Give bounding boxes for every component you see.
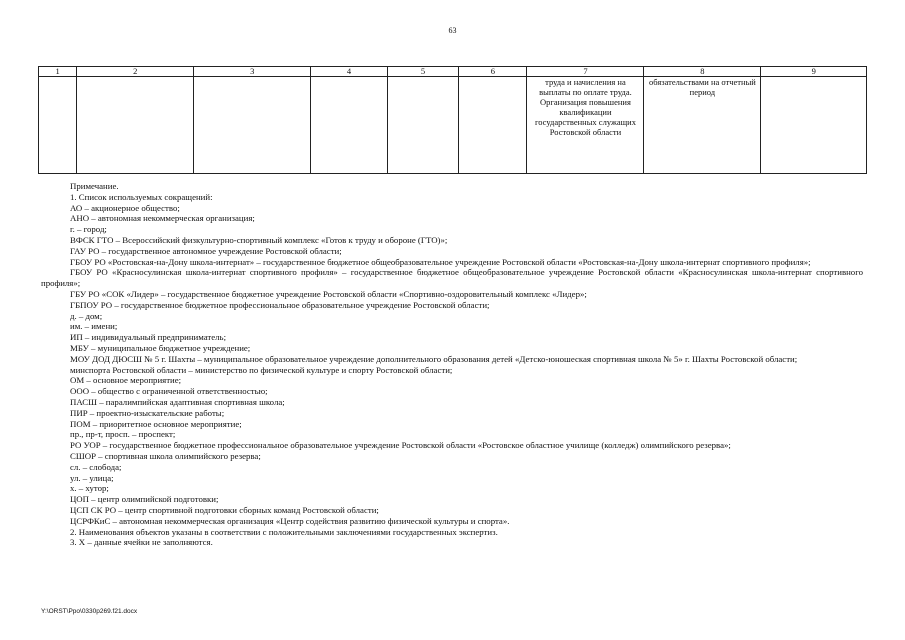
table-cell	[194, 77, 311, 174]
table-cell	[39, 77, 77, 174]
page-number: 63	[448, 26, 457, 35]
note-line: ГБУ РО «СОК «Лидер» – государственное бюджетное учреждение Ростовской области «Спортивно-оздоровительный комплекс «Лидер»;	[70, 288, 587, 299]
note-line: ЦСРФКиС – автономная некоммерческая организация «Центр содействия развитию физической культуры и спорта».	[70, 515, 510, 526]
note-line: ГБОУ РО «Красносулинская школа-интернат спортивного профиля» – государственное бюджетное общеобразовательное учреждение Ростовской области «Красносулинская школа-интернат спортивного профиля»;	[41, 267, 863, 289]
note-line: АНО – автономная некоммерческая организация;	[70, 213, 255, 224]
column-header: 1	[39, 67, 77, 77]
table-row	[39, 77, 867, 174]
column-header: 9	[761, 67, 867, 77]
note-line: ПАСШ – паралимпийская адаптивная спортивная школа;	[70, 396, 285, 407]
file-path-footer: Y:\ORST\Ppo\0330p269.f21.docx	[41, 608, 138, 615]
note-line: СШОР – спортивная школа олимпийского резерва;	[70, 450, 261, 461]
note-line: х. – хутор;	[70, 483, 109, 494]
table-cell	[387, 77, 458, 174]
note-line: 1. Список используемых сокращений:	[70, 191, 213, 202]
table-cell	[311, 77, 388, 174]
note-line: ГБПОУ РО – государственное бюджетное профессиональное образовательное учреждение Ростовской области;	[70, 299, 490, 310]
note-line: ВФСК ГТО – Всероссийский физкультурно-спортивный комплекс «Готов к труду и обороне (ГТО)»;	[70, 234, 448, 245]
column-header: 6	[459, 67, 527, 77]
note-line: ПИР – проектно-изыскательские работы;	[70, 407, 225, 418]
note-line: сл. – слобода;	[70, 461, 122, 472]
column-header: 2	[77, 67, 194, 77]
column-header: 5	[387, 67, 458, 77]
note-line: ЦОП – центр олимпийской подготовки;	[70, 494, 219, 505]
table-cell: обязательствами на отчетный период	[644, 77, 761, 174]
note-line: 3. Х – данные ячейки не заполняются.	[70, 537, 213, 548]
note-line: ул. – улица;	[70, 472, 114, 483]
note-line: ГАУ РО – государственное автономное учреждение Ростовской области;	[70, 245, 342, 256]
note-line: минспорта Ростовской области – министерство по физической культуре и спорту Ростовской области;	[70, 364, 453, 375]
note-line: ООО – общество с ограниченной ответственностью;	[70, 386, 268, 397]
note-line: ГБОУ РО «Ростовская-на-Дону школа-интернат» – государственное бюджетное общеобразовательное учреждение Ростовской области «Ростовская-на-Дону школа-интернат спортивного профиля»;	[70, 256, 811, 267]
note-line: г. – город;	[70, 224, 107, 235]
table-cell: труда и начисления на выплаты по оплате труда. Организация повышения квалификации государственных служащих Ростовской области	[527, 77, 644, 174]
note-line: ПОМ – приоритетное основное мероприятие;	[70, 418, 242, 429]
note-line: ЦСП СК РО – центр спортивной подготовки сборных команд Ростовской области;	[70, 504, 379, 515]
table-cell	[459, 77, 527, 174]
note-line: РО УОР – государственное бюджетное профессиональное образовательное учреждение Ростовской области «Ростовское областное училище (колледж) олимпийского резерва»;	[70, 440, 731, 451]
column-header: 3	[194, 67, 311, 77]
note-line: ИП – индивидуальный предприниматель;	[70, 332, 227, 343]
note-line: МБУ – муниципальное бюджетное учреждение;	[70, 342, 251, 353]
note-line: д. – дом;	[70, 310, 103, 321]
note-line: АО – акционерное общество;	[70, 202, 180, 213]
note-line: МОУ ДОД ДЮСШ № 5 г. Шахты – муниципальное образовательное учреждение дополнительного образования детей «Детско-юношеская спортивная школа № 5» г. Шахты Ростовской области;	[70, 353, 798, 364]
table-header-row	[39, 67, 867, 77]
note-line: Примечание.	[70, 181, 119, 191]
column-header: 7	[527, 67, 644, 77]
notes-section	[41, 181, 863, 548]
table-cell	[77, 77, 194, 174]
column-header: 4	[311, 67, 388, 77]
note-line: 2. Наименования объектов указаны в соответствии с положительными заключениями государственных экспертиз.	[70, 526, 498, 537]
data-table	[38, 66, 867, 174]
table-cell	[761, 77, 867, 174]
note-line: им. – имени;	[70, 321, 118, 332]
note-line: пр., пр-т, просп. – проспект;	[70, 429, 176, 440]
column-header: 8	[644, 67, 761, 77]
note-line: ОМ – основное мероприятие;	[70, 375, 182, 386]
